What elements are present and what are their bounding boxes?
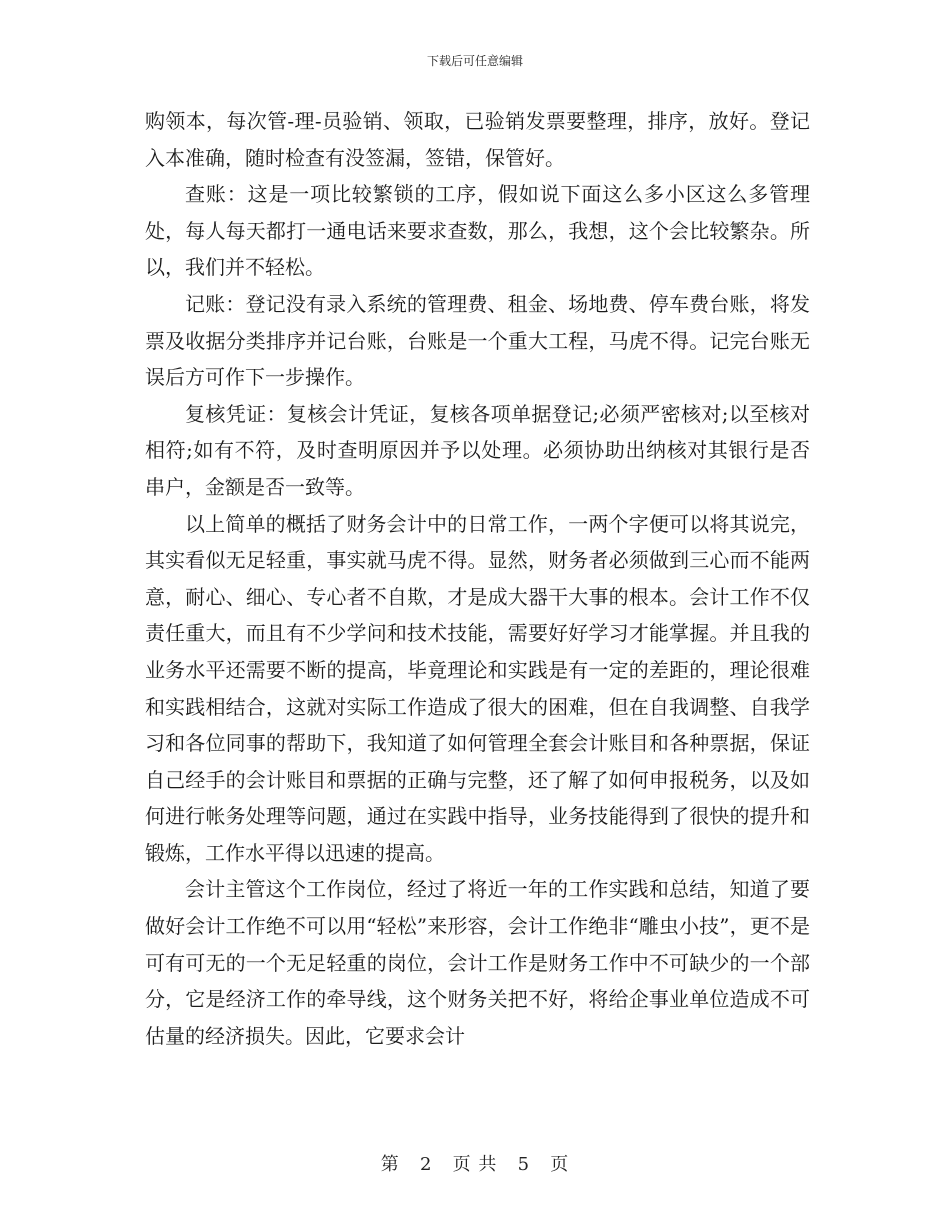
page-footer	[0, 1154, 950, 1176]
page-header: 下载后可任意编辑	[426, 54, 523, 68]
footer-total-pages: 5	[517, 1154, 531, 1175]
footer-suffix: 页	[550, 1154, 570, 1175]
footer-page-number: 2	[419, 1154, 433, 1175]
footer-prefix: 第	[380, 1154, 400, 1175]
paragraph-1: 购领本，每次管-理-员验销、领取，已验销发票要整理，排序，放好。登记入本准确，随时检查有没签漏，签错，保管好。	[145, 109, 810, 170]
paragraph-6: 会计主管这个工作岗位，经过了将近一年的工作实践和总结，知道了要做好会计工作绝不可以用“轻松”来形容，会计工作绝非“雕虫小技”，更不是可有可无的一个无足轻重的岗位，会计工作是财务工作中不可缺少的一个部分，它是经济工作的牵导线，这个财务关把不好，将给企事业单位造成不可估量的经济损失。因此，它要求会计	[145, 877, 810, 1048]
document-body	[145, 103, 810, 1054]
paragraph-3: 记账：登记没有录入系统的管理费、租金、场地费、停车费台账，将发票及收据分类排序并记台账，台账是一个重大工程，马虎不得。记完台账无误后方可作下一步操作。	[145, 291, 810, 390]
footer-middle: 页 共	[452, 1154, 498, 1175]
paragraph-4: 复核凭证：复核会计凭证，复核各项单据登记;必须严密核对;以至核对相符;如有不符，及时查明原因并予以处理。必须协助出纳核对其银行是否串户，金额是否一致等。	[145, 401, 810, 499]
paragraph-2: 查账：这是一项比较繁锁的工序，假如说下面这么多小区这么多管理处，每人每天都打一通电话来要求查数，那么，我想，这个会比较繁杂。所以，我们并不轻松。	[145, 182, 810, 280]
paragraph-5: 以上简单的概括了财务会计中的日常工作，一两个字便可以将其说完，其实看似无足轻重，事实就马虎不得。显然，财务者必须做到三心而不能两意，耐心、细心、专心者不自欺，才是成大器干大事的根本。会计工作不仅责任重大，而且有不少学问和技术技能，需要好好学习才能掌握。并且我的业务水平还需要不断的提高，毕竟理论和实践是有一定的差距的，理论很难和实践相结合，这就对实际工作造成了很大的困难，但在自我调整、自我学习和各位同事的帮助下，我知道了如何管理全套会计账目和各种票据，保证自己经手的会计账目和票据的正确与完整，还了解了如何申报税务，以及如何进行帐务处理等问题，通过在实践中指导，业务技能得到了很快的提升和锻炼，工作水平得以迅速的提高。	[145, 511, 810, 865]
